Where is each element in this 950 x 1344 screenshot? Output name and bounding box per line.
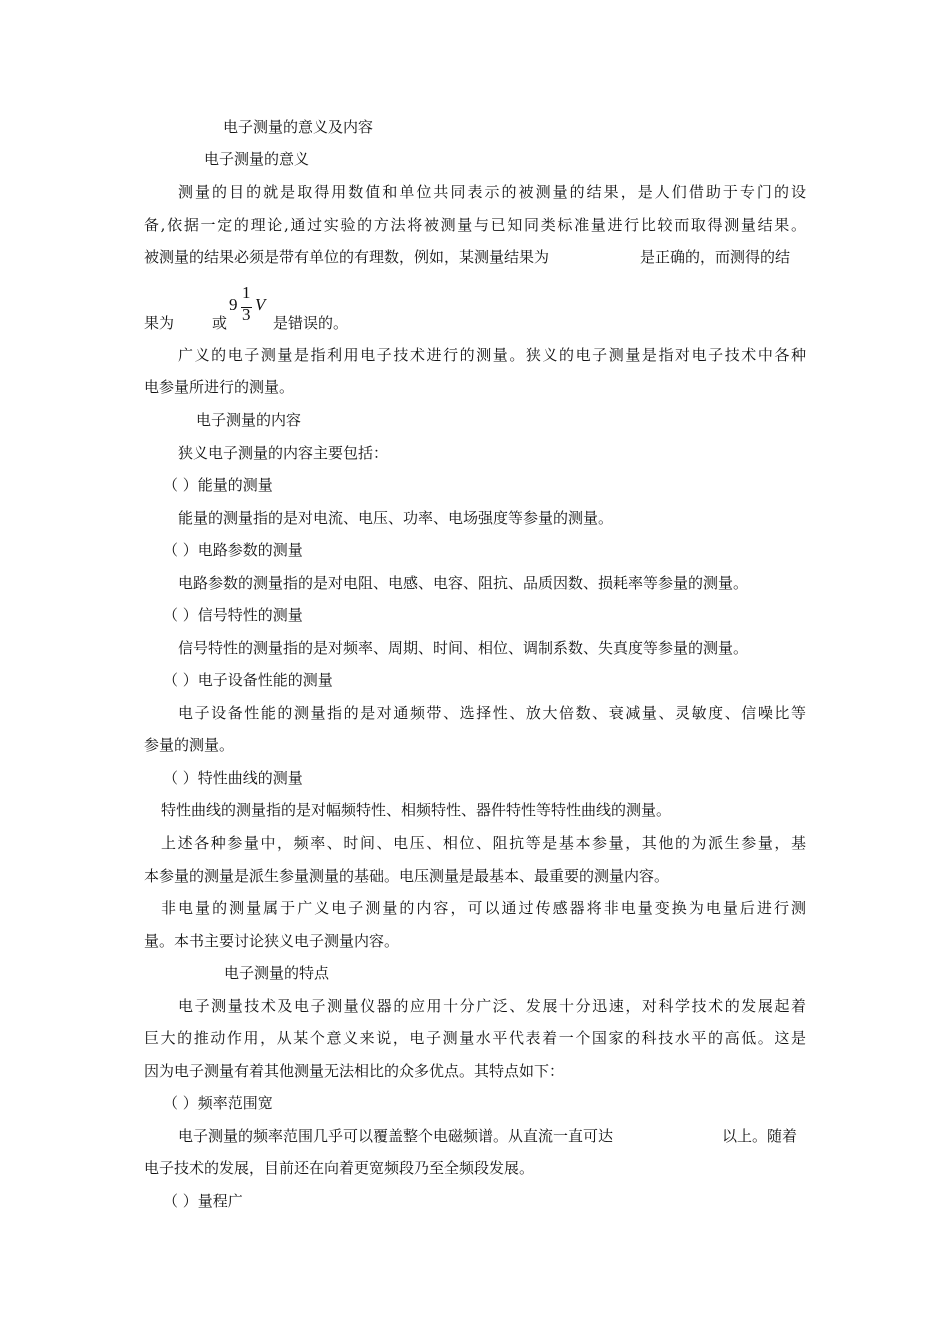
section-heading-content: 电子测量的内容 xyxy=(196,411,302,429)
list-item-heading: （ ）信号特性的测量 xyxy=(163,606,303,624)
paragraph-text: 是错误的。 xyxy=(273,314,349,332)
paragraph-line: 量。本书主要讨论狭义电子测量内容。 xyxy=(144,932,400,950)
paragraph-line: 被测量的结果必须是带有单位的有理数，例如，某测量结果为 xyxy=(144,248,550,266)
paragraph-text: 果为 xyxy=(144,314,175,332)
list-item-heading: （ ）能量的测量 xyxy=(163,476,273,494)
list-item-heading: （ ）电路参数的测量 xyxy=(163,541,303,559)
document-title: 电子测量的意义及内容 xyxy=(223,118,374,136)
list-item-text: 特性曲线的测量指的是对幅频特性、相频特性、器件特性等特性曲线的测量。 xyxy=(161,801,672,819)
paragraph-line: 本参量的测量是派生参量测量的基础。电压测量是最基本、最重要的测量内容。 xyxy=(144,867,670,885)
list-item-heading: （ ）频率范围宽 xyxy=(163,1094,273,1112)
list-item-text: 参量的测量。 xyxy=(144,736,235,754)
paragraph-line: 狭义电子测量的内容主要包括： xyxy=(178,444,389,462)
paragraph-line: 电子技术的发展，目前还在向着更宽频段乃至全频段发展。 xyxy=(144,1159,535,1177)
list-item-text: 能量的测量指的是对电流、电压、功率、电场强度等参量的测量。 xyxy=(178,509,614,527)
list-item-heading: （ ）电子设备性能的测量 xyxy=(163,671,333,689)
list-item-text: 电子设备性能的测量指的是对通频带、选择性、放大倍数、衰减量、灵敏度、信噪比等 xyxy=(178,704,806,722)
paragraph-line: 电子测量技术及电子测量仪器的应用十分广泛、发展十分迅速，对科学技术的发展起着 xyxy=(178,997,806,1015)
list-item-text: 信号特性的测量指的是对频率、周期、时间、相位、调制系数、失真度等参量的测量。 xyxy=(178,639,749,657)
paragraph-line: 巨大的推动作用，从某个意义来说，电子测量水平代表着一个国家的科技水平的高低。这是 xyxy=(144,1029,806,1047)
fraction-unit: V xyxy=(255,295,266,314)
section-heading-significance: 电子测量的意义 xyxy=(204,150,310,168)
list-item-heading: （ ）特性曲线的测量 xyxy=(163,769,303,787)
mixed-fraction-formula xyxy=(229,283,273,328)
paragraph-line: 非电量的测量属于广义电子测量的内容，可以通过传感器将非电量变换为电量后进行测 xyxy=(161,899,806,917)
fraction-numerator: 1 xyxy=(242,283,251,302)
paragraph-line: 电子测量的频率范围几乎可以覆盖整个电磁频谱。从直流一直可达 xyxy=(178,1127,614,1145)
paragraph-line: 以上。随着 xyxy=(722,1127,798,1145)
paragraph-line: 电参量所进行的测量。 xyxy=(144,378,295,396)
paragraph-text: 或 xyxy=(212,314,228,332)
section-heading-features: 电子测量的特点 xyxy=(224,964,330,982)
list-item-text: 电路参数的测量指的是对电阻、电感、电容、阻抗、品质因数、损耗率等参量的测量。 xyxy=(178,574,749,592)
paragraph-line: 因为电子测量有着其他测量无法相比的众多优点。其特点如下： xyxy=(144,1062,565,1080)
fraction-denominator: 3 xyxy=(242,305,251,324)
paragraph-line: 测量的目的就是取得用数值和单位共同表示的被测量的结果，是人们借助于专门的设 xyxy=(178,183,806,201)
list-item-heading: （ ）量程广 xyxy=(163,1192,243,1210)
fraction-whole: 9 xyxy=(229,295,238,314)
paragraph-line: 是正确的，而测得的结 xyxy=(640,248,791,266)
paragraph-line: 上述各种参量中，频率、时间、电压、相位、阻抗等是基本参量，其他的为派生参量，基 xyxy=(161,834,806,852)
paragraph-line: 备,依据一定的理论,通过实验的方法将被测量与已知同类标准量进行比较而取得测量结果。 xyxy=(144,216,806,234)
paragraph-line: 广义的电子测量是指利用电子技术进行的测量。狭义的电子测量是指对电子技术中各种 xyxy=(178,346,806,364)
